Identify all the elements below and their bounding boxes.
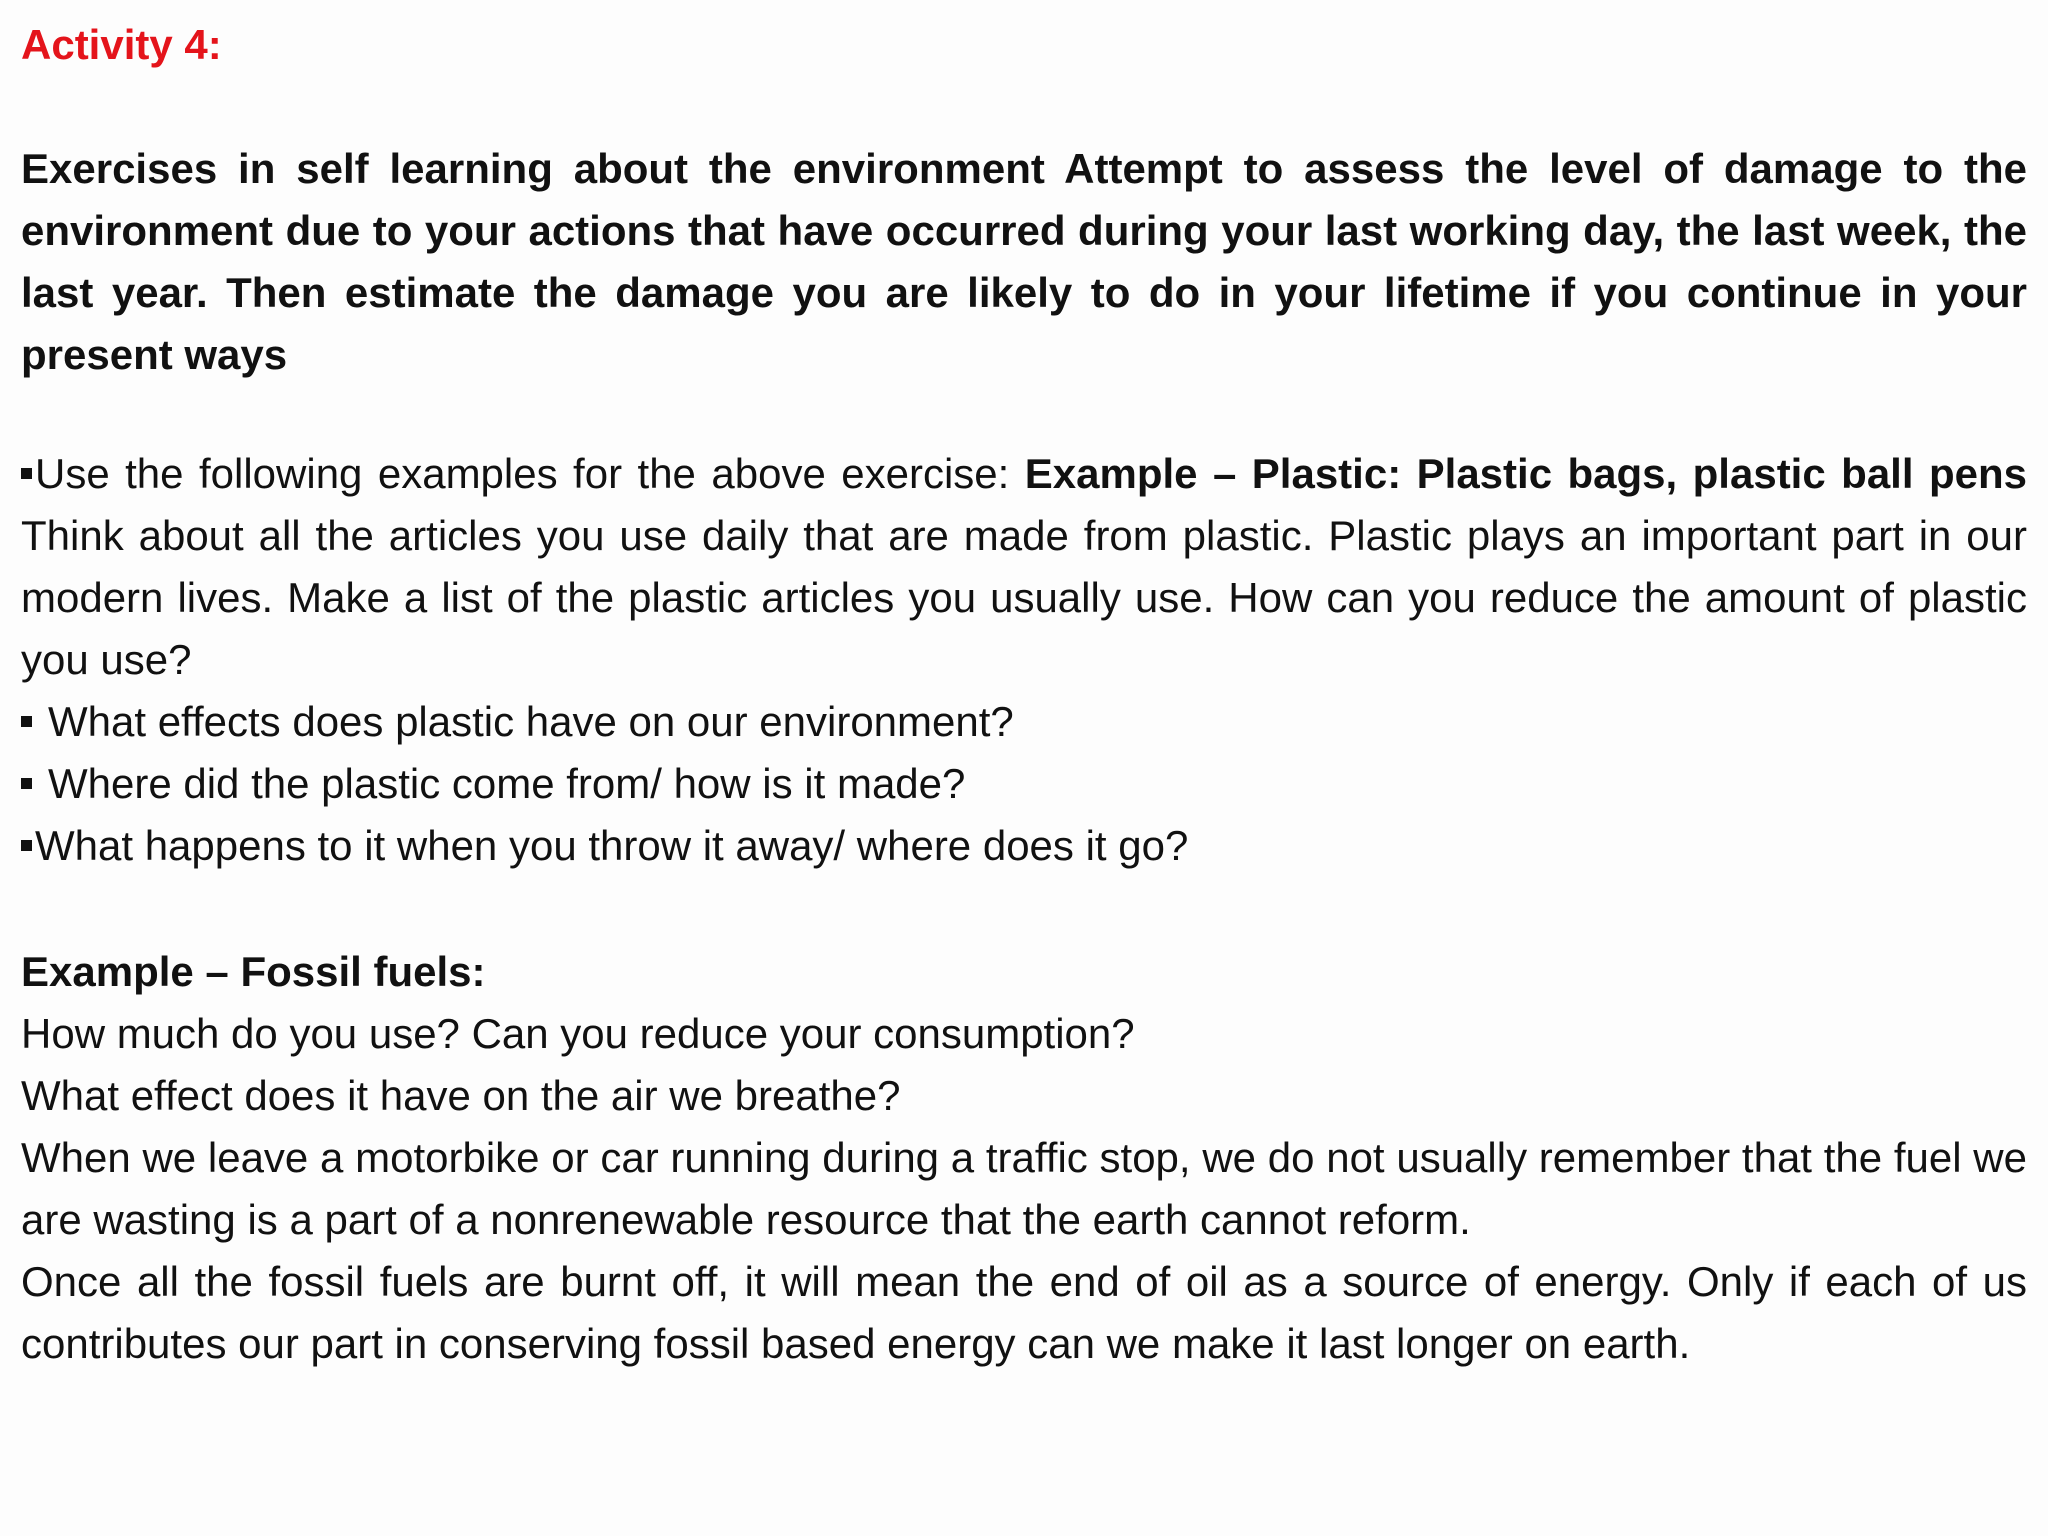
- intro-paragraph: Exercises in self learning about the environment Attempt to assess the level of damage to the environment due to your actions that have occurred during your last working day, the last week, the last year. Then estimate the damage you are likely to do in your lifetime if you continue in your present ways: [21, 145, 2027, 378]
- slide-content: [21, 14, 2027, 1375]
- plastic-bullet-text: What effects does plastic have on our environment?: [48, 698, 1014, 745]
- plastic-body-text: Think about all the articles you use daily that are made from plastic. Plastic plays an important part in our modern lives. Make a list of the plastic articles you usually use. How can you reduce the amount of plastic you use?: [21, 512, 2027, 683]
- plastic-bullet-text: Where did the plastic come from/ how is it made?: [48, 760, 966, 807]
- plastic-bullet-1: [21, 691, 2027, 753]
- fossil-heading: Example – Fossil fuels:: [21, 948, 486, 995]
- bullet-square-icon: [21, 840, 32, 851]
- fossil-question-1: How much do you use? Can you reduce your consumption?: [21, 1010, 1135, 1057]
- plastic-bullet-2: [21, 753, 2027, 815]
- bullet-square-icon: [21, 468, 32, 479]
- fossil-paragraph-1: When we leave a motorbike or car running during a traffic stop, we do not usually remember that the fuel we are wasting is a part of a nonrenewable resource that the earth cannot reform.: [21, 1134, 2027, 1243]
- bullet-square-icon: [21, 778, 32, 789]
- bullet-square-icon: [21, 716, 32, 727]
- fossil-paragraph-2: Once all the fossil fuels are burnt off, it will mean the end of oil as a source of energy. Only if each of us contributes our part in conserving fossil based energy can we make it last longer on earth.: [21, 1258, 2027, 1367]
- plastic-bullet-3: [21, 815, 2027, 877]
- plastic-bullet-text: What happens to it when you throw it away/ where does it go?: [35, 822, 1189, 869]
- fossil-question-2: What effect does it have on the air we breathe?: [21, 1072, 901, 1119]
- plastic-example-label: Example – Plastic: Plastic bags, plastic ball pens: [1024, 450, 2027, 497]
- plastic-lead-text: Use the following examples for the above exercise:: [35, 450, 1025, 497]
- activity-title: Activity 4:: [21, 21, 222, 68]
- plastic-paragraph: [21, 443, 2027, 691]
